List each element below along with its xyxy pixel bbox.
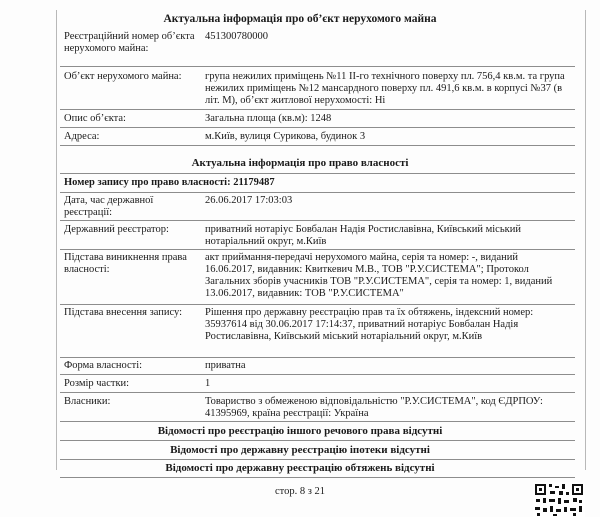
row-divider — [60, 374, 575, 375]
left-border-line — [56, 10, 57, 470]
object-reg-number-label: Реєстраційний номер об’єкта нерухомого майна: — [64, 31, 195, 54]
ownership-section-title: Актуальна інформація про право власності — [191, 157, 409, 169]
registrar-value: приватний нотаріус Бовбалан Надія Ростиславівна, Київський міський нотаріальний округ, м.Київ — [205, 224, 521, 247]
object-reg-number-value: 451300780000 — [205, 31, 268, 42]
notice-encumbrances: Відомості про державну реєстрацію обтяжень відсутні — [165, 462, 435, 474]
row-divider — [60, 127, 575, 128]
owners-label: Власники: — [64, 396, 111, 407]
object-description-value: Загальна площа (кв.м): 1248 — [205, 113, 332, 124]
row-divider — [60, 304, 575, 305]
notice-mortgage: Відомості про державну реєстрацію іпотеки відсутні — [170, 444, 430, 456]
registration-datetime-label: Дата, час державної реєстрації: — [64, 195, 154, 218]
owners-value: Товариство з обмеженою відповідальністю "Р.У.СИСТЕМА", код ЄДРПОУ: 41395969, країна реєстрації: Україна — [205, 396, 543, 419]
share-size-label: Розмір частки: — [64, 378, 130, 389]
notice-other-rights: Відомості про реєстрацію іншого речового права відсутні — [157, 425, 443, 437]
row-divider — [60, 109, 575, 110]
address-value: м.Київ, вулиця Сурикова, будинок 3 — [205, 131, 366, 142]
object-name-value: група нежилих приміщень №11 II-го технічного поверху пл. 756,4 кв.м. та група нежилих приміщень №12 мансардного поверху пл. 491,6 кв.м. в корпусі №37 (в літ. М), об’єкт житлової нерухомості: Ні — [205, 71, 565, 106]
row-divider — [60, 220, 575, 221]
ownership-basis-value: акт приймання-передачі нерухомого майна, серія та номер: -, виданий 16.06.2017, видавник: Квиткевич М.В., ТОВ "Р.У.СИСТЕМА"; Протокол Загальних зборів учасників ТОВ "Р.У.СИСТЕМА", серія та номер: 1, виданий 13.06.2017, видавник: ТОВ "Р.У.СИСТЕМА" — [205, 252, 553, 299]
ownership-record-number: Номер запису про право власності: 21179487 — [64, 177, 275, 188]
row-divider — [60, 173, 575, 174]
ownership-form-label: Форма власності: — [64, 360, 143, 371]
share-size-value: 1 — [205, 378, 211, 389]
row-divider — [60, 421, 575, 422]
right-border-line — [585, 10, 586, 470]
registrar-label: Державний реєстратор: — [64, 224, 169, 235]
row-divider — [60, 192, 575, 193]
object-description-label: Опис об’єкта: — [64, 113, 126, 124]
row-divider — [60, 145, 575, 146]
object-name-label: Об’єкт нерухомого майна: — [64, 71, 182, 82]
object-section-title: Актуальна інформація про об’єкт нерухомого майна — [163, 13, 437, 25]
row-divider — [60, 357, 575, 358]
row-divider — [60, 249, 575, 250]
ownership-basis-label: Підстава виникнення права власності: — [64, 252, 187, 275]
address-label: Адреса: — [64, 131, 100, 142]
row-divider — [60, 392, 575, 393]
record-basis-label: Підстава внесення запису: — [64, 307, 183, 318]
row-divider — [60, 66, 575, 67]
record-basis-value: Рішення про державну реєстрацію прав та їх обтяжень, індексний номер: 35937614 від 30.06.2017 17:14:37, приватний нотаріус Бовбалан Надія Ростиславівна, Київський міський нотаріальний округ, м.Київ — [205, 307, 534, 342]
row-divider — [60, 477, 575, 478]
row-divider — [60, 440, 575, 441]
row-divider — [60, 459, 575, 460]
registration-datetime-value: 26.06.2017 17:03:03 — [205, 195, 293, 206]
ownership-form-value: приватна — [205, 360, 246, 371]
page-number: стор. 8 з 21 — [274, 486, 325, 497]
qr-code-icon — [533, 482, 585, 517]
